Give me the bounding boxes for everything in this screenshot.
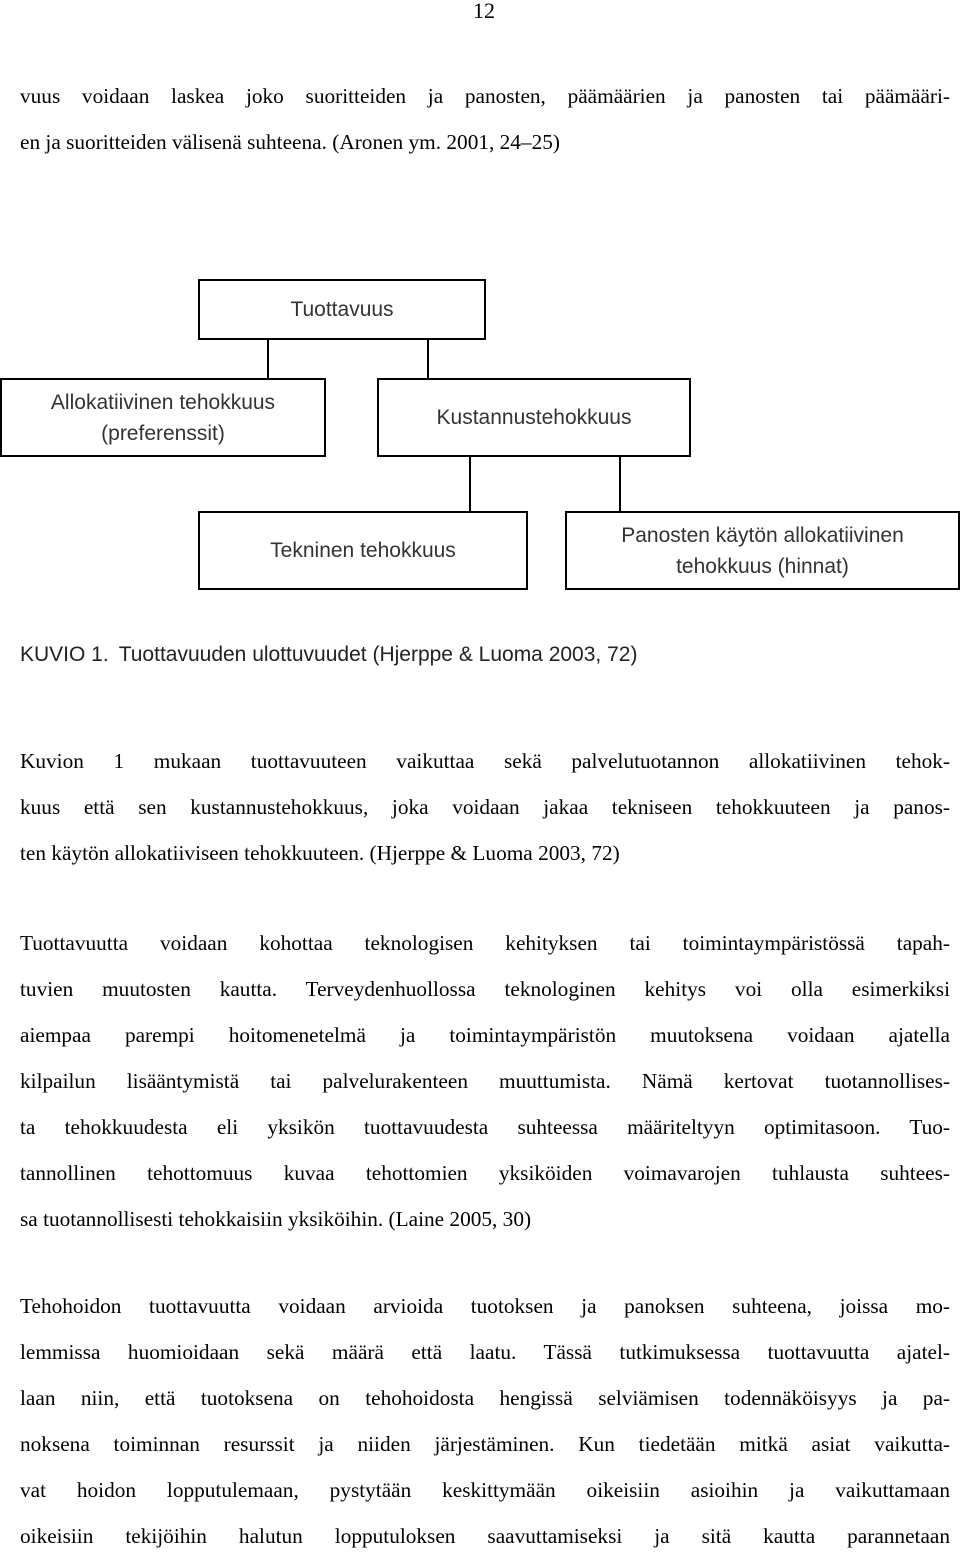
text-line: kuus että sen kustannustehokkuus, joka voidaan jakaa tekniseen tehokkuuteen ja panos- <box>20 795 950 819</box>
box-cost-efficiency <box>377 378 691 457</box>
text-line: Kuvion 1 mukaan tuottavuuteen vaikuttaa sekä palvelutuotannon allokatiivinen tehok- <box>20 749 950 773</box>
text-line: vuus voidaan laskea joko suoritteiden ja panosten, päämäärien ja panosten tai päämääri- <box>20 84 950 108</box>
text-line: Tuottavuutta voidaan kohottaa teknologisen kehityksen tai toimintaympäristössä tapah- <box>20 931 950 955</box>
text-line: tannollinen tehottomuus kuvaa tehottomien yksiköiden voimavarojen tuhlausta suhtees- <box>20 1161 950 1185</box>
box-allocative-efficiency <box>0 378 326 457</box>
box-label: Kustannustehokkuus <box>436 406 632 429</box>
page-number: 12 <box>473 0 495 23</box>
text-line: sa tuotannollisesti tehokkaisiin yksiköihin. (Laine 2005, 30) <box>20 1207 532 1231</box>
text-line: aiempaa parempi hoitomenetelmä ja toimintaympäristön muutoksena voidaan ajatella <box>20 1023 950 1047</box>
productivity-diagram <box>0 275 960 595</box>
intro-paragraph <box>20 73 950 165</box>
figure-caption <box>20 640 637 670</box>
text-line: tuvien muutosten kautta. Terveydenhuollossa teknologinen kehitys voi olla esimerkiksi <box>20 977 950 1001</box>
text-line: laan niin, että tuotoksena on tehohoidosta hengissä selviämisen todennäköisyys ja pa- <box>20 1386 950 1410</box>
caption-label: KUVIO 1. <box>20 643 109 666</box>
box-input-allocative-efficiency <box>565 511 960 590</box>
text-line: Tehohoidon tuottavuutta voidaan arvioida tuotoksen ja panoksen suhteena, joissa mo- <box>20 1294 950 1318</box>
text-line: noksena toiminnan resurssit ja niiden järjestäminen. Kun tiedetään mitkä asiat vaikutta- <box>20 1432 950 1456</box>
box-technical-efficiency <box>198 511 528 590</box>
text-line: oikeisiin tekijöihin halutun lopputuloksen saavuttamiseksi ja sitä kautta parannetaan <box>20 1524 950 1548</box>
paragraph-1 <box>20 738 950 876</box>
caption-text: Tuottavuuden ulottuvuudet (Hjerppe & Luoma 2003, 72) <box>118 643 638 666</box>
box-productivity <box>198 279 486 340</box>
paragraph-3 <box>20 1283 950 1559</box>
box-label: Panosten käytön allokatiivinen tehokkuus (hinnat) <box>621 523 904 578</box>
text-line: lemmissa huomioidaan sekä määrä että laatu. Tässä tutkimuksessa tuottavuutta ajatel- <box>20 1340 950 1364</box>
text-line: ta tehokkuudesta eli yksikön tuottavuudesta suhteessa määriteltyyn optimitasoon. Tuo- <box>20 1115 950 1139</box>
box-label: Tekninen tehokkuus <box>270 539 456 562</box>
text-line: ten käytön allokatiiviseen tehokkuuteen. (Hjerppe & Luoma 2003, 72) <box>20 841 620 865</box>
paragraph-2 <box>20 920 950 1242</box>
text-line: vat hoidon lopputulemaan, pystytään keskittymään oikeisiin asioihin ja vaikuttamaan <box>20 1478 950 1502</box>
text-line: kilpailun lisääntymistä tai palvelurakenteen muuttumista. Nämä kertovat tuotannollises- <box>20 1069 950 1093</box>
box-label: Allokatiivinen tehokkuus (preferenssit) <box>50 390 276 445</box>
text-line: en ja suoritteiden välisenä suhteena. (Aronen ym. 2001, 24–25) <box>20 130 560 154</box>
box-label: Tuottavuus <box>290 298 394 321</box>
